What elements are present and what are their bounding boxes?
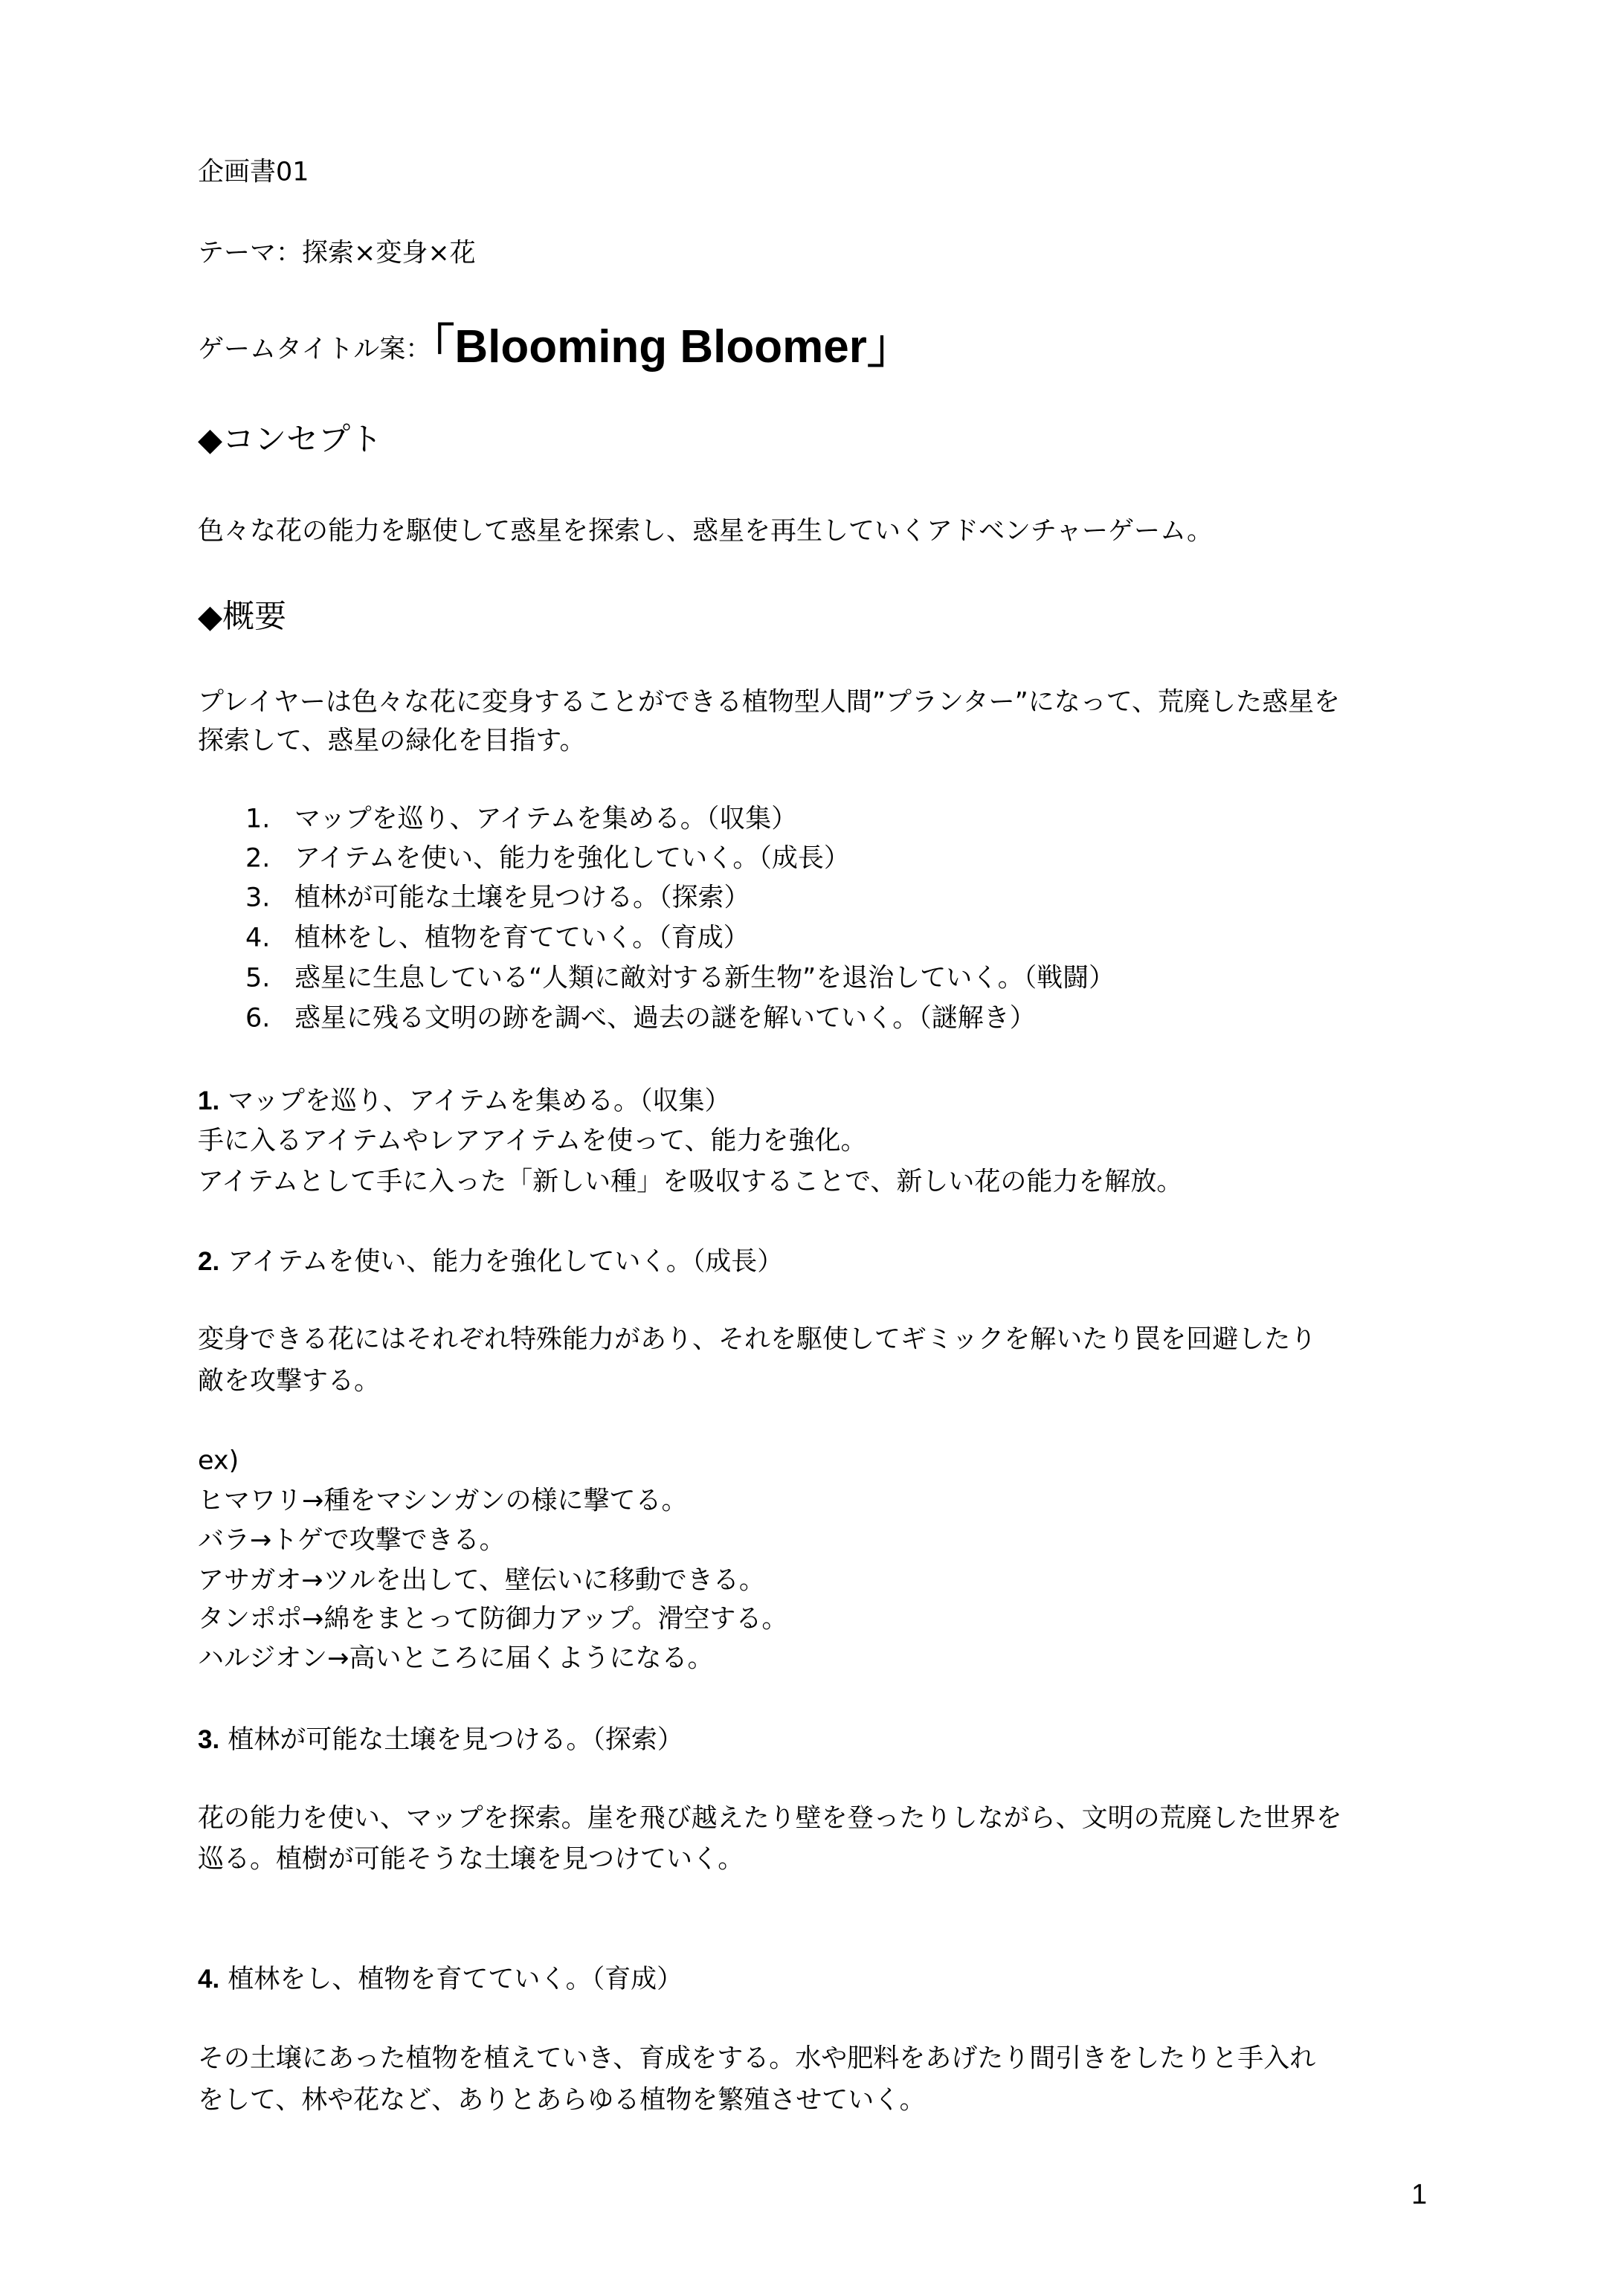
- example-item: ハルジオン→高いところに届くようになる。: [198, 1643, 714, 1674]
- example-item: バラ→トゲで攻撃できる。: [198, 1525, 506, 1556]
- section-text-line: その土壌にあった植物を植えていき、育成をする。水や肥料をあげたり間引きをしたりと手入れ: [198, 2043, 1316, 2074]
- list-number: 5.: [245, 963, 271, 993]
- list-item: [245, 843, 850, 874]
- list-number: 2.: [245, 843, 271, 874]
- game-title-prefix: ゲームタイトル案：: [198, 335, 432, 364]
- bracket-close: 」: [866, 321, 913, 373]
- list-text: 惑星に残る文明の跡を調べ、過去の謎を解いていく。（謎解き）: [294, 1003, 1036, 1034]
- list-text: アイテムを使い、能力を強化していく。（成長）: [294, 843, 850, 874]
- list-item: [245, 883, 750, 913]
- list-number: 6.: [245, 1003, 271, 1034]
- section-text-line: 変身できる花にはそれぞれ特殊能力があり、それを駆使してギミックを解いたり罠を回避したり: [198, 1324, 1317, 1355]
- list-item: [245, 923, 750, 953]
- section-text-line: 敵を攻撃する。: [198, 1366, 381, 1396]
- bracket-open: 「: [431, 321, 455, 373]
- section-title: 植林が可能な土壌を見つける。（探索）: [219, 1725, 683, 1755]
- section-number: 4.: [198, 1965, 220, 1994]
- example-item: タンポポ→綿をまとって防御力アップ。滑空する。: [198, 1604, 788, 1634]
- section-text-line: 花の能力を使い、マップを探索。崖を飛び越えたり壁を登ったりしながら、文明の荒廃した世界を: [198, 1803, 1342, 1834]
- concept-text: 色々な花の能力を駆使して惑星を探索し、惑星を再生していくアドベンチャーゲーム。: [198, 516, 1214, 547]
- example-item: ヒマワリ→種をマシンガンの様に撃てる。: [198, 1486, 688, 1516]
- overview-text-line: プレイヤーは色々な花に変身することができる植物型人間”プランター”になって、荒廃した惑星を: [198, 687, 1341, 718]
- section-text-line: 手に入るアイテムやレアアイテムを使って、能力を強化。: [198, 1126, 867, 1156]
- section-title: マップを巡り、アイテムを集める。（収集）: [219, 1086, 731, 1116]
- list-text: 植林が可能な土壌を見つける。（探索）: [294, 883, 750, 913]
- section-heading: [198, 1727, 683, 1753]
- list-item: [245, 963, 1115, 993]
- example-item: アサガオ→ツルを出して、壁伝いに移動できる。: [198, 1565, 765, 1596]
- page-number: 1: [1411, 2179, 1428, 2211]
- list-item: [245, 804, 798, 834]
- game-title: Blooming Bloomer: [454, 321, 867, 373]
- list-number: 1.: [245, 804, 271, 834]
- section-title: 植林をし、植物を育てていく。（育成）: [219, 1965, 683, 1994]
- theme-line: テーマ：探索×変身×花: [198, 238, 476, 268]
- document-label: 企画書01: [198, 157, 309, 187]
- section-number: 2.: [198, 1247, 220, 1276]
- list-text: 植林をし、植物を育てていく。（育成）: [294, 923, 750, 953]
- list-number: 3.: [245, 883, 271, 913]
- overview-text-line: 探索して、惑星の緑化を目指す。: [198, 726, 586, 756]
- section-number: 3.: [198, 1725, 220, 1754]
- section-text-line: アイテムとして手に入った「新しい種」を吸収することで、新しい花の能力を解放。: [198, 1167, 1183, 1197]
- overview-heading: ◆概要: [198, 598, 287, 636]
- section-text-line: 巡る。植樹が可能そうな土壌を見つけていく。: [198, 1844, 744, 1875]
- list-item: [245, 1003, 1036, 1034]
- section-text-line: をして、林や花など、ありとあらゆる植物を繁殖させていく。: [198, 2085, 926, 2116]
- list-text: マップを巡り、アイテムを集める。（収集）: [294, 804, 798, 834]
- example-label: ex): [198, 1446, 239, 1476]
- concept-heading: ◆コンセプト: [198, 421, 383, 459]
- list-number: 4.: [245, 923, 271, 953]
- section-heading: [198, 1966, 683, 1993]
- section-title: アイテムを使い、能力を強化していく。（成長）: [219, 1247, 784, 1277]
- list-text: 惑星に生息している“人類に敵対する新生物”を退治していく。（戦闘）: [294, 963, 1115, 993]
- section-heading: [198, 1088, 731, 1115]
- section-heading: [198, 1249, 783, 1275]
- section-number: 1.: [198, 1086, 220, 1115]
- game-title-line: [198, 321, 913, 373]
